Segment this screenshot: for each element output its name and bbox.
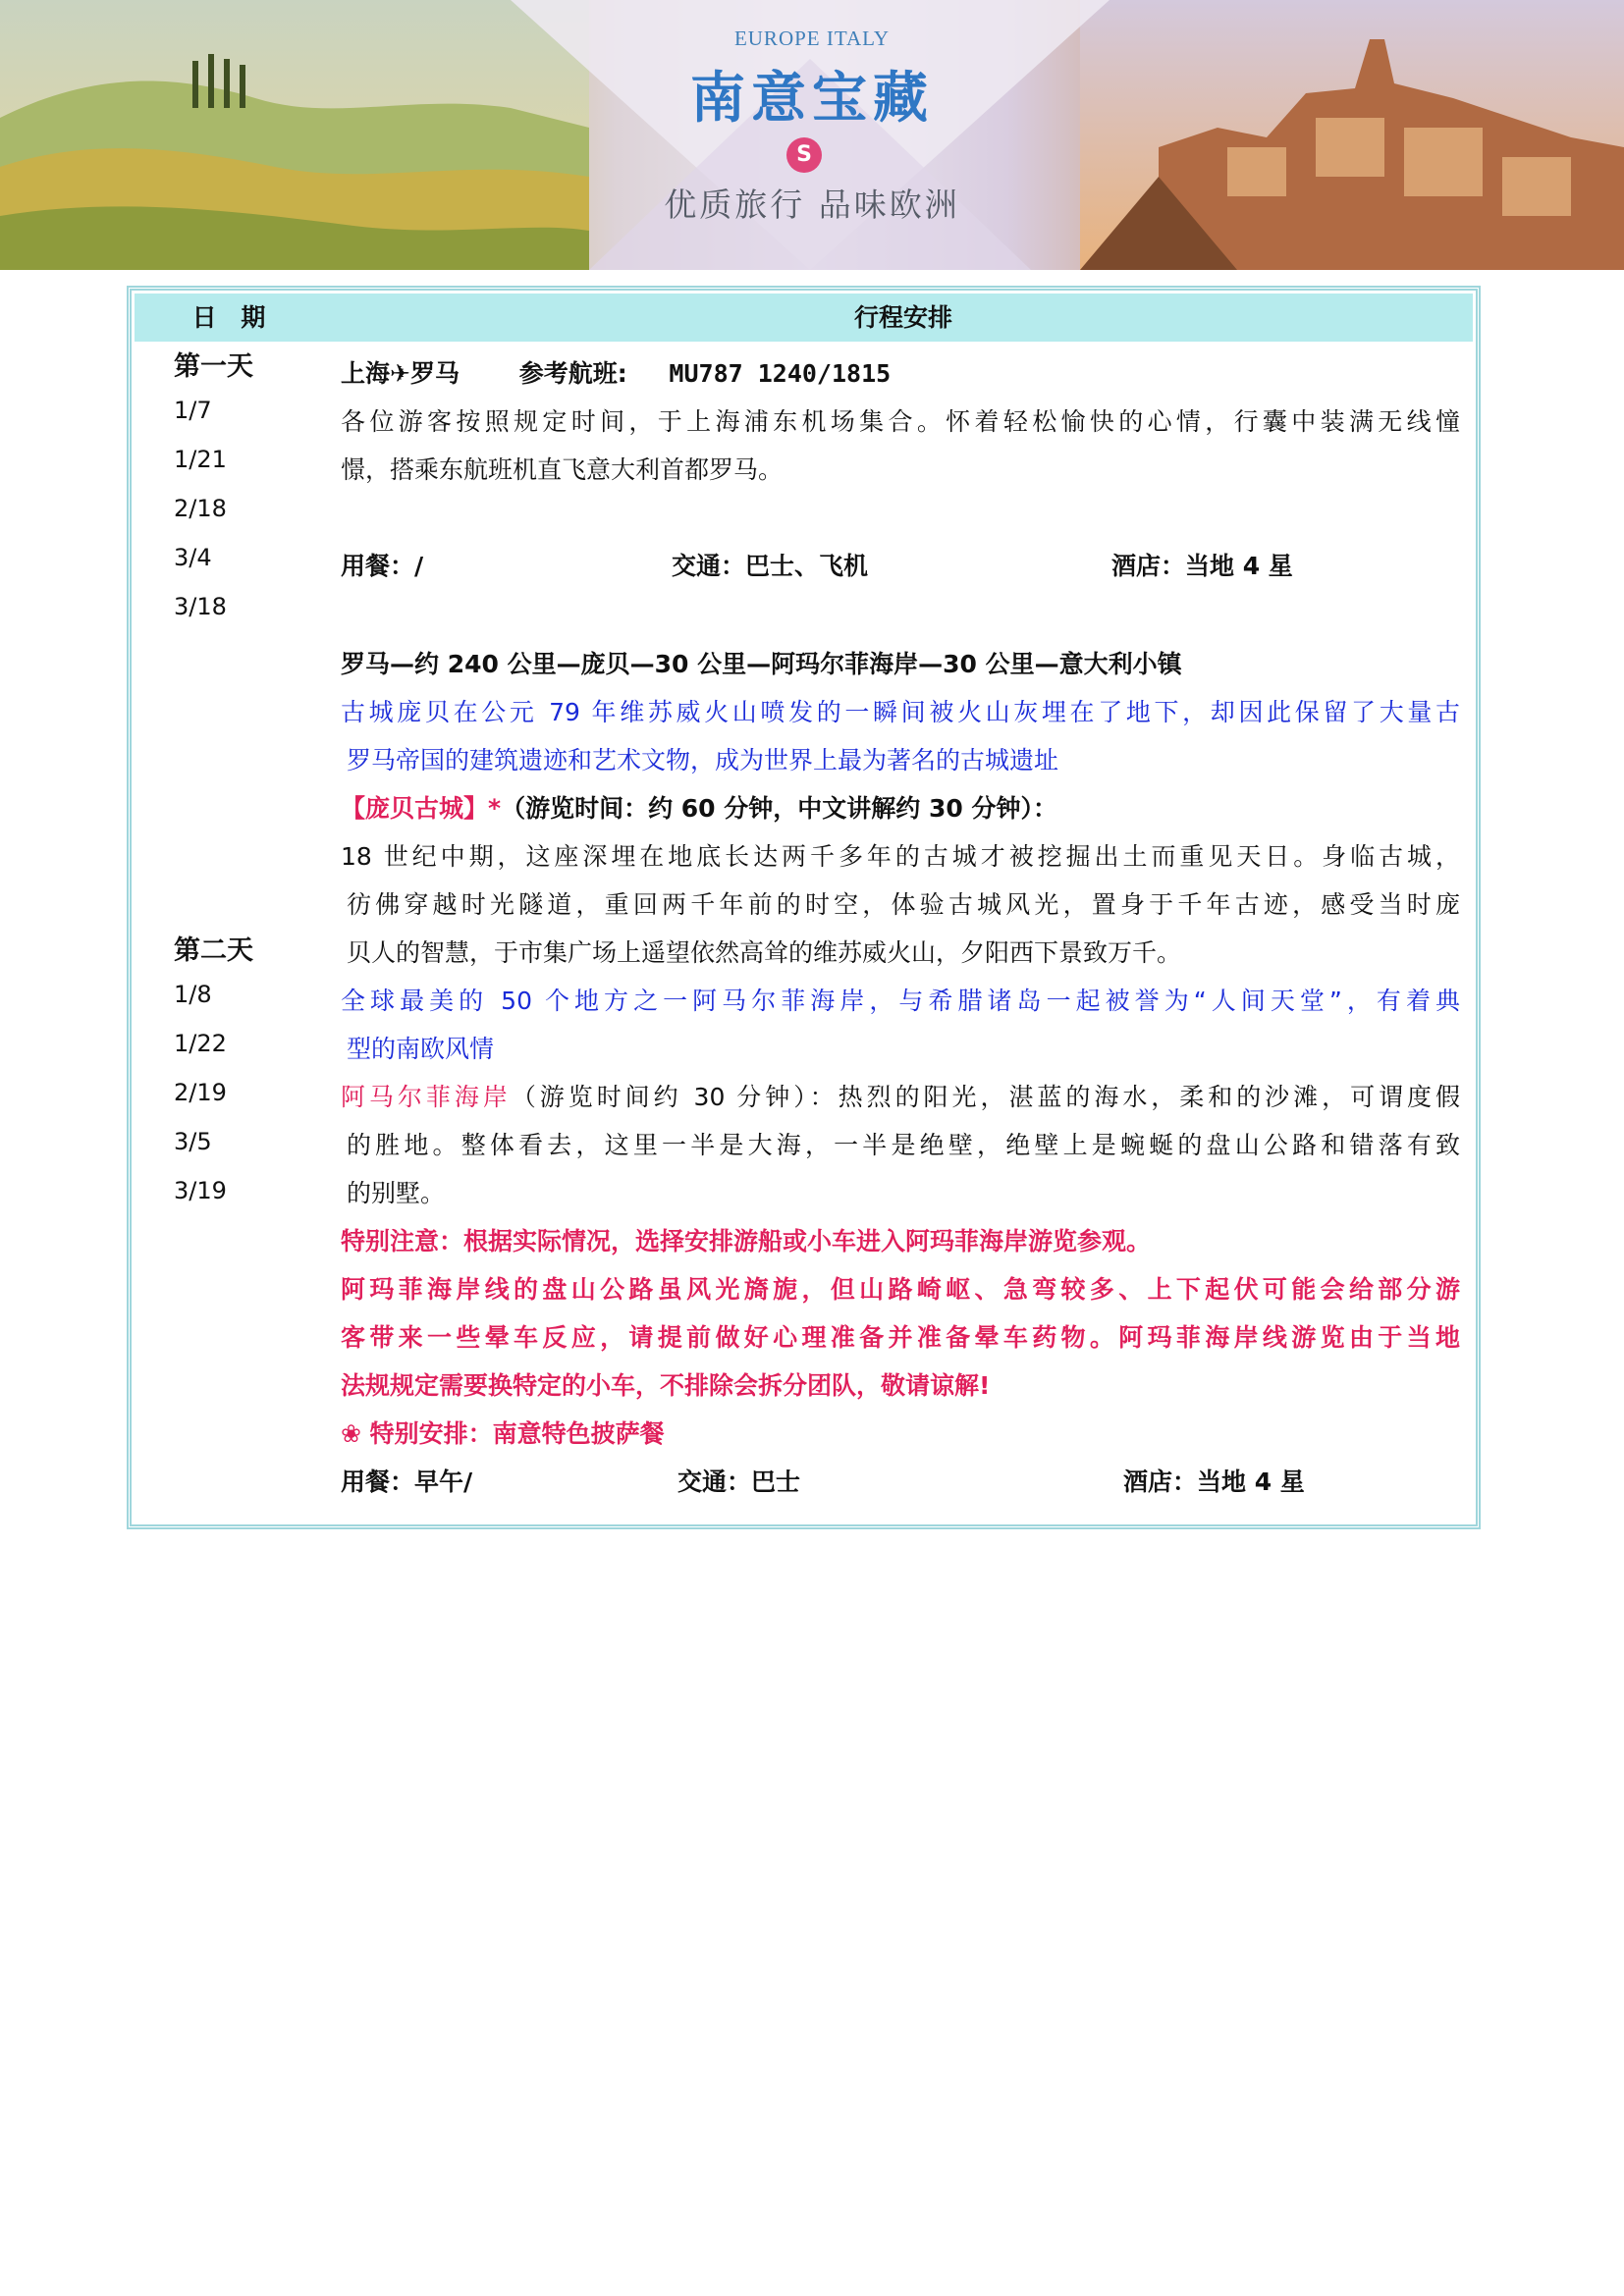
pompeii-desc-line: 18 世纪中期，这座深埋在地底长达两千多年的古城才被挖掘出土而重见天日。身临古城， [341, 842, 1460, 871]
special-arrangement [341, 1410, 1460, 1458]
flight-number: MU787 1240/1815 [669, 359, 892, 388]
amalfi-desc-line: 的胜地。整体看去，这里一半是大海，一半是绝壁，绝壁上是蜿蜒的盘山公路和错落有致 [347, 1131, 1460, 1159]
carsick-notice-line: 阿玛菲海岸线的盘山公路虽风光旖旎，但山路崎岖、急弯较多、上下起伏可能会给部分游 [341, 1275, 1460, 1304]
date-item: 1/21 [174, 446, 227, 473]
date-item: 1/7 [174, 397, 212, 424]
carsick-notice-line: 客带来一些晕车反应，请提前做好心理准备并准备晕车药物。阿玛菲海岸线游览由于当地 [341, 1323, 1460, 1352]
itinerary-table [127, 286, 1481, 1529]
day2-meta-row [341, 1458, 1460, 1506]
day2-content [341, 640, 1460, 1506]
pompeii-heading [341, 784, 1460, 832]
day1-date-column [174, 345, 253, 635]
date-item: 2/18 [174, 495, 227, 522]
hotel-info: 酒店：当地 4 星 [1111, 552, 1293, 580]
day-title: 第一天 [174, 351, 253, 382]
header-banner [0, 0, 1624, 270]
day1-desc-line: 各位游客按照规定时间，于上海浦东机场集合。怀着轻松愉快的心情，行囊中装满无线憧 [341, 407, 1460, 436]
amalfi-name: 阿马尔菲海岸 [341, 1083, 512, 1111]
day2-date-column [174, 929, 253, 1219]
special-notice: 特别注意：根据实际情况，选择安排游船或小车进入阿玛菲海岸游览参观。 [341, 1227, 1152, 1255]
amalfi-desc-line: 的别墅。 [347, 1179, 446, 1207]
table-header [135, 294, 1473, 342]
date-item: 3/4 [174, 544, 212, 571]
day2-route: 罗马—约 240 公里—庞贝—30 公里—阿玛尔菲海岸—30 公里—意大利小镇 [341, 650, 1182, 678]
meal-info: 用餐：/ [341, 552, 424, 580]
route-destination: 罗马 [409, 359, 460, 388]
pompeii-desc-line: 贝人的智慧，于市集广场上遥望依然高耸的维苏威火山，夕阳西下景致万千。 [347, 938, 1182, 967]
day1-route-line [341, 349, 1460, 398]
hotel-info: 酒店：当地 4 星 [1123, 1468, 1305, 1496]
amalfi-desc: （游览时间约 30 分钟）：热烈的阳光，湛蓝的海水，柔和的沙滩，可谓度假 [511, 1083, 1460, 1111]
date-item: 2/19 [174, 1079, 227, 1106]
date-item: 1/22 [174, 1030, 227, 1057]
carsick-notice-line: 法规规定需要换特定的小车，不排除会拆分团队，敬请谅解! [341, 1371, 991, 1400]
brand-logo-icon: S [786, 137, 822, 173]
pompeii-intro-line: 罗马帝国的建筑遗迹和艺术文物，成为世界上最为著名的古城遗址 [347, 746, 1059, 774]
amalfi-heading [341, 1073, 1460, 1121]
pompeii-intro-line: 古城庞贝在公元 79 年维苏威火山喷发的一瞬间被火山灰埋在了地下，却因此保留了大量古 [341, 698, 1460, 726]
flight-label: 参考航班: [518, 359, 627, 388]
date-item: 3/19 [174, 1177, 227, 1204]
date-item: 3/5 [174, 1128, 212, 1155]
day1-content [341, 349, 1460, 590]
plane-icon: ✈ [390, 359, 410, 388]
transport-info: 交通：巴士 [677, 1468, 801, 1496]
header-date: 日 期 [191, 303, 274, 332]
day-title: 第二天 [174, 935, 253, 966]
banner-subtitle: EUROPE ITALY [733, 27, 891, 50]
special-arrangement-text: 特别安排：南意特色披萨餐 [369, 1419, 665, 1448]
date-item: 1/8 [174, 981, 212, 1008]
meal-info: 用餐：早午/ [341, 1468, 473, 1496]
day1-meta-row [341, 542, 1460, 590]
pompeii-name: 【庞贝古城】* [341, 794, 502, 823]
route-origin: 上海 [341, 359, 391, 388]
amalfi-intro-line: 型的南欧风情 [347, 1035, 495, 1063]
pompeii-time: （游览时间：约 60 分钟，中文讲解约 30 分钟）： [501, 794, 1057, 823]
banner-title: 南意宝藏 [690, 67, 934, 131]
amalfi-intro-line: 全球最美的 50 个地方之一阿马尔菲海岸，与希腊诸岛一起被誉为“人间天堂”，有着典 [341, 987, 1460, 1015]
flower-icon: ❀ [341, 1419, 361, 1448]
pompeii-desc-line: 彷佛穿越时光隧道，重回两千年前的时空，体验古城风光，置身于千年古迹，感受当时庞 [347, 890, 1460, 919]
transport-info: 交通：巴士、飞机 [672, 552, 869, 580]
header-schedule: 行程安排 [853, 303, 952, 332]
day1-desc-line: 憬，搭乘东航班机直飞意大利首都罗马。 [341, 455, 784, 484]
banner-slogan: 优质旅行 品味欧洲 [664, 186, 960, 224]
date-item: 3/18 [174, 593, 227, 620]
